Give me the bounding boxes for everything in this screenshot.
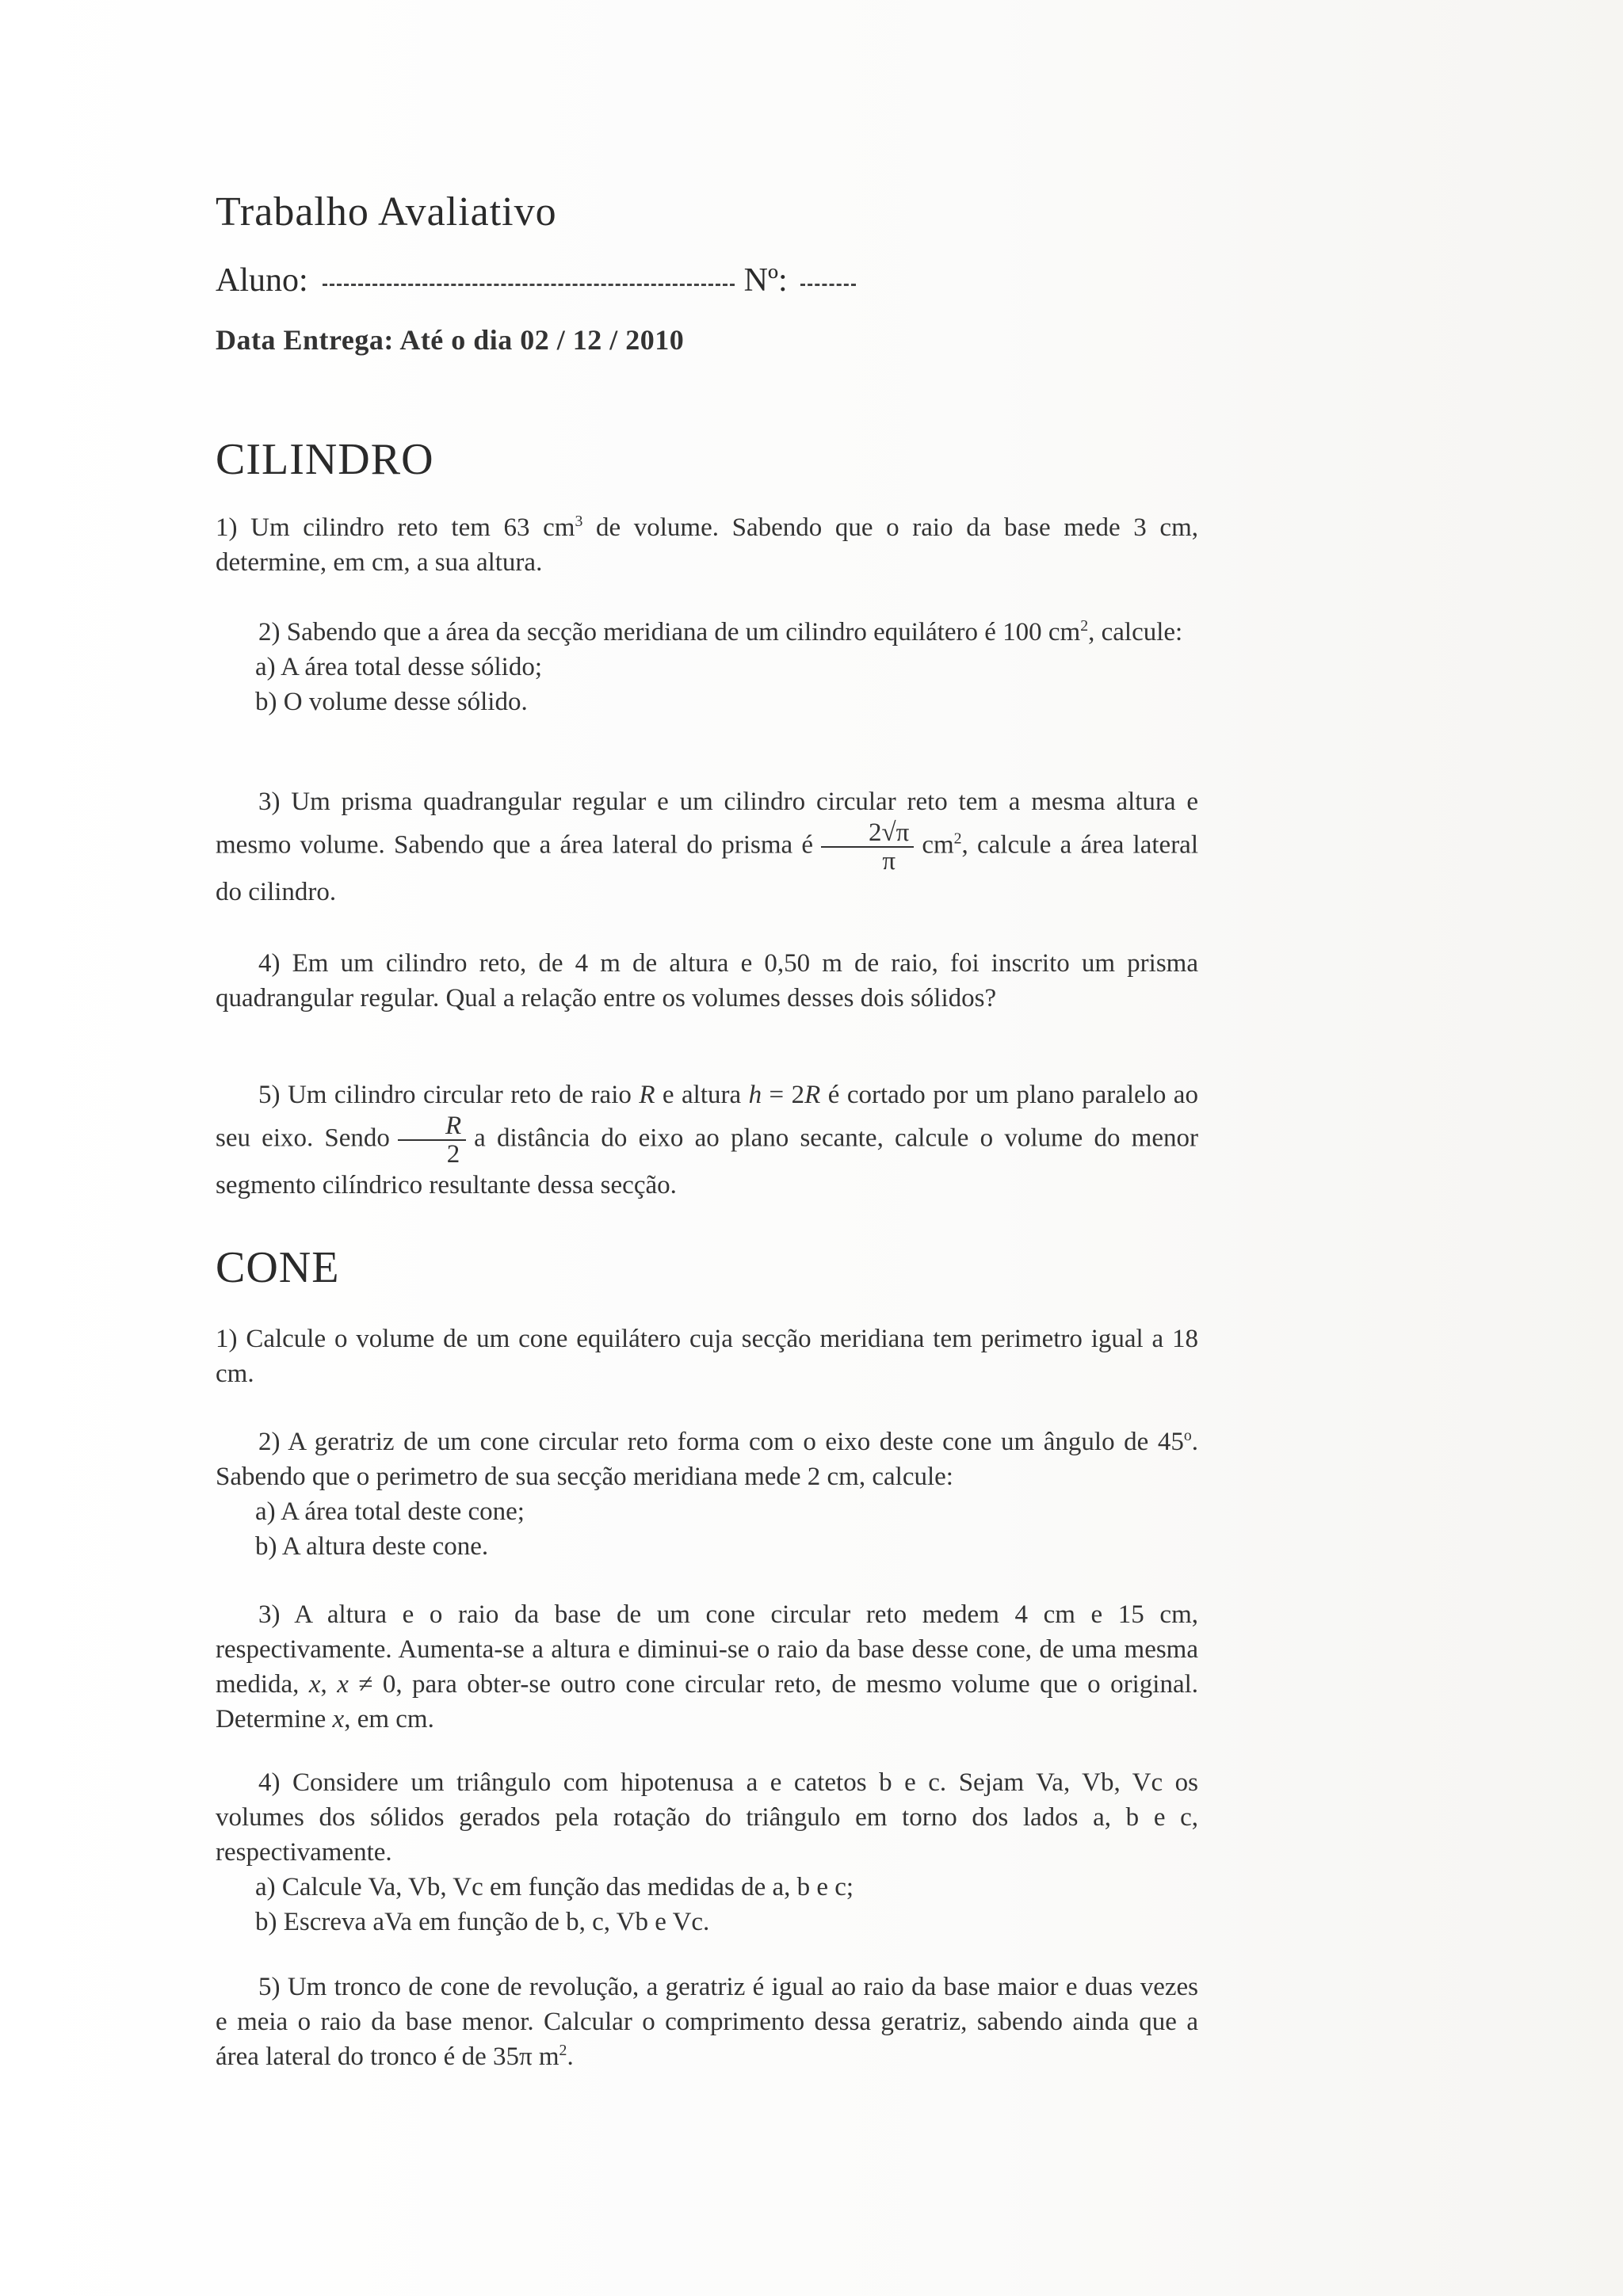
question-item: a) A área total desse sólido; [255, 653, 542, 681]
question-item: b) A altura deste cone. [255, 1532, 489, 1561]
cone-question-4: 4) Considere um triângulo com hipotenusa a e catetos b e c. Sejam Va, Vb, Vc os volumes dos sólidos gerados pela rotação do triângulo em torno dos lados a, b e c, respectivamente. a) Calcule Va, Vb, Vc em função das medidas de a, b e c; b) Escreva aVa em função de b, c, Vb e Vc. [216, 1765, 1198, 1939]
numero-label: Nº: [743, 262, 788, 299]
section-title-cone: CONE [216, 1243, 340, 1292]
fraction: $\frac{2√\pi}{\pi}$ [821, 819, 914, 875]
aluno-label: Aluno: [216, 262, 308, 299]
question-item: a) Calcule Va, Vb, Vc em função das medidas de a, b e c; [255, 1873, 854, 1901]
cone-question-3: 3) A altura e o raio da base de um cone circular reto medem 4 cm e 15 cm, respectivamente. Aumenta-se a altura e diminui-se o raio da base desse cone, de uma mesma medida, x, x ≠ 0, para obter-se outro cone circular reto, de mesmo volume que o original. Determine x, em cm. [216, 1600, 1199, 1733]
due-date: Data Entrega: Até o dia 02 / 12 / 2010 [216, 324, 685, 356]
cilindro-question-1: 1) Um cilindro reto tem 63 $cm^3$ de volume. Sabendo que o raio da base mede 3 cm, determine, em cm, a sua altura. [216, 513, 1198, 577]
cone-question-5: 5) Um tronco de cone de revolução, a geratriz é igual ao raio da base maior e duas vezes e meia o raio da base menor. Calcular o comprimento dessa geratriz, sabendo ainda que a área lateral do tronco é de 35π $m^2$. [216, 1973, 1198, 2071]
cilindro-question-2: 2) Sabendo que a área da secção meridiana de um cilindro equilátero é 100 $cm^2$, calcule: a) A área total desse sólido; b) O volume desse sólido. [216, 615, 1198, 719]
question-item: b) Escreva aVa em função de b, c, Vb e Vc. [255, 1908, 710, 1936]
student-name-blank [323, 284, 735, 286]
student-name-line [216, 261, 856, 299]
student-number-blank [800, 284, 856, 286]
question-item: a) A área total deste cone; [255, 1497, 525, 1526]
cone-question-1: 1) Calcule o volume de um cone equilátero cuja secção meridiana tem perimetro igual a 18 cm. [216, 1325, 1198, 1388]
cone-question-2: 2) A geratriz de um cone circular reto forma com o eixo deste cone um ângulo de 45$^o$. Sabendo que o perimetro de sua secção meridiana mede 2 cm, calcule: a) A área total deste cone; b) A altura deste cone. [216, 1425, 1198, 1564]
cilindro-question-3: 3) Um prisma quadrangular regular e um cilindro circular reto tem a mesma altura e mesmo volume. Sabendo que a área lateral do prisma é $\frac{2√\pi}{\pi}$ $cm^2$, calcule a área lateral do cilindro. [216, 788, 1198, 906]
cilindro-question-4: 4) Em um cilindro reto, de 4 m de altura e 0,50 m de raio, foi inscrito um prisma quadrangular regular. Qual a relação entre os volumes desses dois sólidos? [216, 949, 1198, 1013]
question-item: b) O volume desse sólido. [255, 688, 528, 716]
page-title: Trabalho Avaliativo [216, 189, 557, 235]
cilindro-question-5: 5) Um cilindro circular reto de raio R e altura h = 2R é cortado por um plano paralelo ao seu eixo. Sendo $\frac{R}{2}$ a distância do eixo ao plano secante, calcule o volume do menor segmento cilíndrico resultante dessa secção. [216, 1081, 1198, 1199]
fraction: $\frac{R}{2}$ [398, 1112, 466, 1168]
section-title-cilindro: CILINDRO [216, 435, 434, 484]
